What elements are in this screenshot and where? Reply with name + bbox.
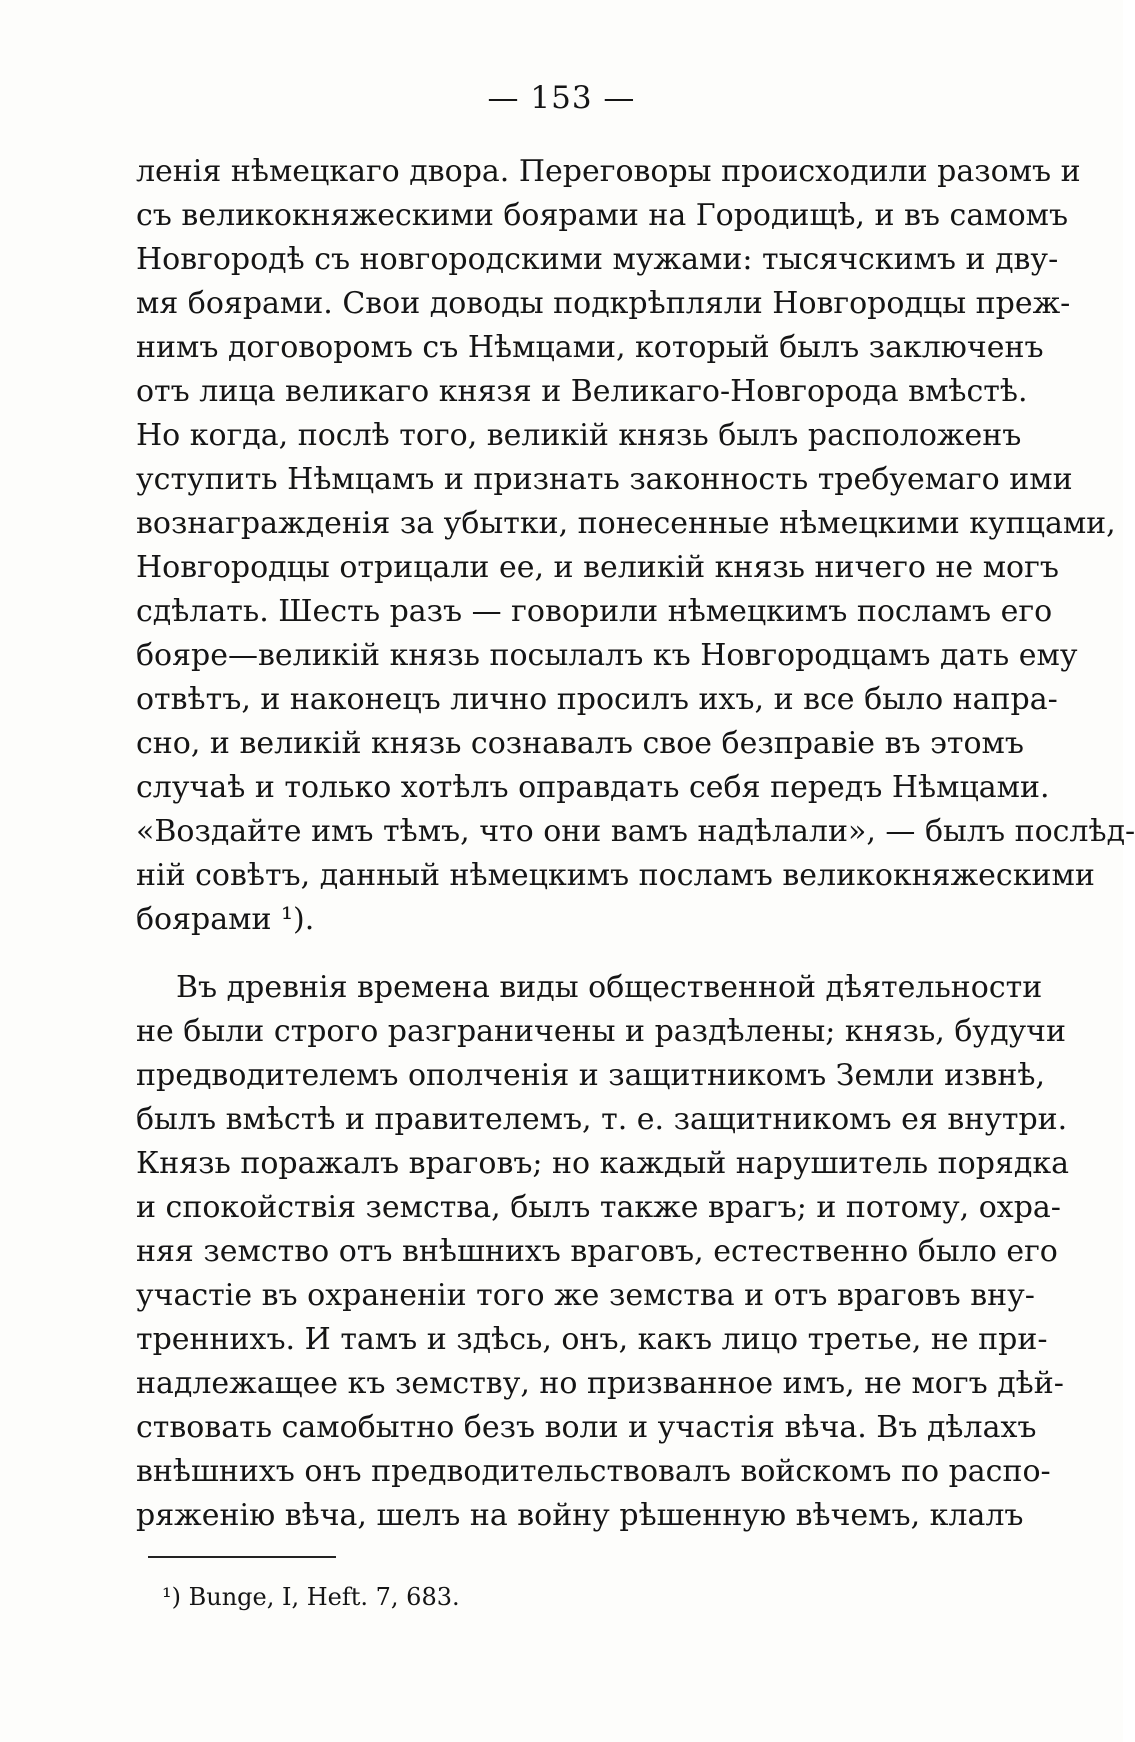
text-line: участіе въ охраненіи того же земства и отъ враговъ вну- [136, 1278, 1035, 1313]
text-line: внѣшнихъ онъ предводительствовалъ войскомъ по распо- [136, 1454, 1051, 1489]
text-line: предводителемъ ополченія и защитникомъ Земли извнѣ, [136, 1058, 1046, 1093]
text-line: нимъ договоромъ съ Нѣмцами, который былъ заключенъ [136, 330, 1044, 365]
text-line: надлежащее къ земству, но призванное имъ, не могъ дѣй- [136, 1366, 1064, 1401]
body-text [136, 150, 1135, 1538]
text-line: вознагражденія за убытки, понесенные нѣмецкими купцами, [136, 506, 1116, 541]
text-line: ряженію вѣча, шелъ на войну рѣшенную вѣчемъ, клалъ [136, 1498, 1024, 1533]
paragraph-gap [136, 942, 989, 966]
paragraph-2 [136, 966, 1069, 1538]
text-line: ствовать самобытно безъ воли и участія вѣча. Въ дѣлахъ [136, 1410, 1037, 1445]
page-number: — 153 — [487, 80, 636, 116]
text-line: былъ вмѣстѣ и правителемъ, т. е. защитникомъ ея внутри. [136, 1102, 1068, 1137]
text-line: ній совѣтъ, данный нѣмецкимъ посламъ великокняжескими [136, 858, 1095, 893]
text-line: Въ древнія времена виды общественной дѣятельности [176, 970, 1043, 1005]
text-line: съ великокняжескими боярами на Городищѣ, и въ самомъ [136, 198, 1069, 233]
text-line: сдѣлать. Шесть разъ — говорили нѣмецкимъ посламъ его [136, 594, 1053, 629]
paragraph-1 [136, 150, 1135, 942]
text-line: уступить Нѣмцамъ и признать законность требуемаго ими [136, 462, 1073, 497]
text-line: отъ лица великаго князя и Великаго-Новгорода вмѣстѣ. [136, 374, 1028, 409]
text-line: боярами ¹). [136, 902, 315, 937]
text-line: бояре—великій князь посылалъ къ Новгородцамъ дать ему [136, 638, 1078, 673]
text-line: Новгородцы отрицали ее, и великій князь ничего не могъ [136, 550, 1059, 585]
footnote: ¹) Bunge, I, Heft. 7, 683. [162, 1583, 460, 1611]
text-line: случаѣ и только хотѣлъ оправдать себя передъ Нѣмцами. [136, 770, 1050, 805]
text-line: Но когда, послѣ того, великій князь былъ расположенъ [136, 418, 1022, 453]
text-line: няя земство отъ внѣшнихъ враговъ, естественно было его [136, 1234, 1058, 1269]
text-line: «Воздайте имъ тѣмъ, что они вамъ надѣлали», — былъ послѣд- [136, 814, 1135, 849]
text-line: сно, и великій князь сознавалъ свое безправіе въ этомъ [136, 726, 1024, 761]
text-line: ленія нѣмецкаго двора. Переговоры происходили разомъ и [136, 154, 1081, 189]
text-line: и спокойствія земства, былъ также врагъ; и потому, охра- [136, 1190, 1061, 1225]
text-line: отвѣтъ, и наконецъ лично просилъ ихъ, и все было напра- [136, 682, 1058, 717]
text-line: не были строго разграничены и раздѣлены; князь, будучи [136, 1014, 1067, 1049]
text-line: Князь поражалъ враговъ; но каждый нарушитель порядка [136, 1146, 1069, 1181]
text-line: мя боярами. Свои доводы подкрѣпляли Новгородцы преж- [136, 286, 1071, 321]
text-line: треннихъ. И тамъ и здѣсь, онъ, какъ лицо третье, не при- [136, 1322, 1048, 1357]
footnote-rule [148, 1556, 336, 1558]
text-line: Новгородѣ съ новгородскими мужами: тысячскимъ и дву- [136, 242, 1059, 277]
